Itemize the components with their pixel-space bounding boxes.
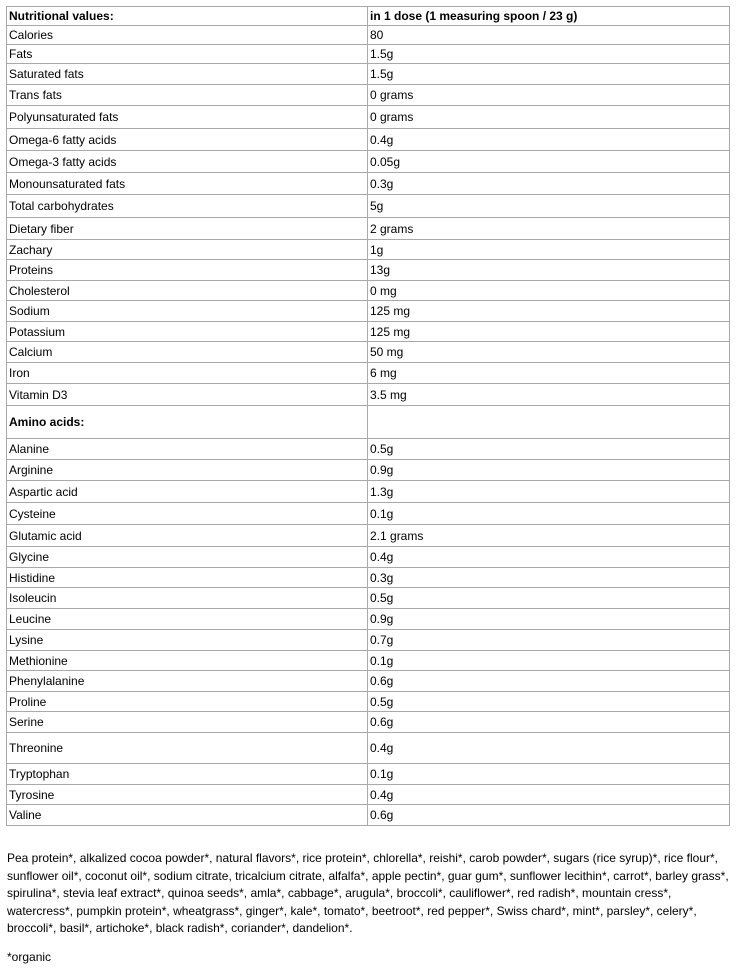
value-cell: 0.6g xyxy=(368,805,730,826)
table-header-row xyxy=(7,7,730,26)
label-cell: Aspartic acid xyxy=(7,481,368,503)
table-row xyxy=(7,568,730,588)
value-cell: 3.5 mg xyxy=(368,384,730,406)
label-cell: Iron xyxy=(7,363,368,384)
table-row xyxy=(7,218,730,240)
label-cell: Glycine xyxy=(7,547,368,568)
label-cell: Cholesterol xyxy=(7,281,368,301)
table-row xyxy=(7,630,730,651)
label-cell: Serine xyxy=(7,712,368,733)
label-cell: Glutamic acid xyxy=(7,525,368,547)
value-cell: 13g xyxy=(368,260,730,281)
label-cell: Calories xyxy=(7,26,368,45)
table-row xyxy=(7,805,730,826)
value-cell: 50 mg xyxy=(368,342,730,363)
label-cell: Trans fats xyxy=(7,85,368,106)
label-cell: Valine xyxy=(7,805,368,826)
label-cell: Omega-3 fatty acids xyxy=(7,151,368,173)
value-cell: 0.5g xyxy=(368,692,730,712)
nutrition-table xyxy=(6,6,730,826)
label-cell-amino-header: Amino acids: xyxy=(7,406,368,439)
value-cell-amino-header xyxy=(368,406,730,439)
label-cell: Vitamin D3 xyxy=(7,384,368,406)
value-cell: 0.1g xyxy=(368,764,730,785)
label-cell: Methionine xyxy=(7,651,368,671)
value-cell: 0.5g xyxy=(368,439,730,460)
table-row xyxy=(7,481,730,503)
value-cell: 5g xyxy=(368,195,730,218)
table-row xyxy=(7,651,730,671)
table-row xyxy=(7,342,730,363)
table-row xyxy=(7,281,730,301)
table-row xyxy=(7,439,730,460)
value-cell: 0 grams xyxy=(368,85,730,106)
nutrition-table-body xyxy=(7,7,730,826)
label-cell: Leucine xyxy=(7,609,368,630)
table-row xyxy=(7,45,730,64)
table-row xyxy=(7,503,730,525)
value-cell: 0.1g xyxy=(368,503,730,525)
label-cell: Zachary xyxy=(7,240,368,260)
label-cell: Polyunsaturated fats xyxy=(7,106,368,129)
value-cell: 2 grams xyxy=(368,218,730,240)
label-cell: Tryptophan xyxy=(7,764,368,785)
label-cell: Calcium xyxy=(7,342,368,363)
value-cell: 0.9g xyxy=(368,609,730,630)
value-cell-header: in 1 dose (1 measuring spoon / 23 g) xyxy=(368,7,730,26)
value-cell: 0.9g xyxy=(368,460,730,481)
label-cell: Saturated fats xyxy=(7,64,368,85)
value-cell: 1.3g xyxy=(368,481,730,503)
ingredients-text: Pea protein*, alkalized cocoa powder*, natural flavors*, rice protein*, chlorella*, reishi*, carob powder*, sugars (rice syrup)*, rice flour*, sunflower oil*, coconut oil*, sodium citrate, tricalcium citrate, alfalfa*, apple pectin*, guar gum*, sunflower lecithin*, carrot*, barley grass*, spirulina*, stevia leaf extract*, quinoa seeds*, amla*, cabbage*, arugula*, broccoli*, cauliflower*, red radish*, mountain cress*, watercress*, pumpkin protein*, wheatgrass*, ginger*, kale*, tomato*, beetroot*, red pepper*, Swiss chard*, mint*, parsley*, celery*, broccoli*, basil*, artichoke*, black radish*, coriander*, dandelion*. xyxy=(7,851,729,936)
label-cell: Threonine xyxy=(7,733,368,764)
label-cell: Phenylalanine xyxy=(7,671,368,692)
value-cell: 0.5g xyxy=(368,588,730,609)
label-cell: Monounsaturated fats xyxy=(7,173,368,195)
table-row xyxy=(7,733,730,764)
table-row xyxy=(7,609,730,630)
table-row xyxy=(7,26,730,45)
table-header-row xyxy=(7,406,730,439)
table-row xyxy=(7,129,730,151)
value-cell: 0 mg xyxy=(368,281,730,301)
table-row xyxy=(7,785,730,805)
value-cell: 0.4g xyxy=(368,547,730,568)
label-cell: Dietary fiber xyxy=(7,218,368,240)
value-cell: 2.1 grams xyxy=(368,525,730,547)
value-cell: 0.6g xyxy=(368,712,730,733)
value-cell: 0.4g xyxy=(368,733,730,764)
table-row xyxy=(7,525,730,547)
table-row xyxy=(7,692,730,712)
label-cell: Proline xyxy=(7,692,368,712)
table-row xyxy=(7,671,730,692)
label-cell: Potassium xyxy=(7,322,368,342)
table-row xyxy=(7,195,730,218)
value-cell: 0 grams xyxy=(368,106,730,129)
table-row xyxy=(7,764,730,785)
organic-footnote: *organic xyxy=(7,950,52,964)
table-row xyxy=(7,322,730,342)
value-cell: 1.5g xyxy=(368,64,730,85)
value-cell: 0.3g xyxy=(368,568,730,588)
table-row xyxy=(7,85,730,106)
table-row xyxy=(7,240,730,260)
value-cell: 125 mg xyxy=(368,322,730,342)
label-cell: Isoleucin xyxy=(7,588,368,609)
label-cell: Fats xyxy=(7,45,368,64)
value-cell: 0.3g xyxy=(368,173,730,195)
label-cell: Total carbohydrates xyxy=(7,195,368,218)
label-cell: Proteins xyxy=(7,260,368,281)
table-row xyxy=(7,588,730,609)
table-row xyxy=(7,460,730,481)
label-cell: Lysine xyxy=(7,630,368,651)
value-cell: 1.5g xyxy=(368,45,730,64)
value-cell: 0.4g xyxy=(368,785,730,805)
label-cell: Sodium xyxy=(7,301,368,322)
value-cell: 0.4g xyxy=(368,129,730,151)
value-cell: 0.05g xyxy=(368,151,730,173)
value-cell: 0.1g xyxy=(368,651,730,671)
label-cell: Omega-6 fatty acids xyxy=(7,129,368,151)
label-cell: Alanine xyxy=(7,439,368,460)
label-cell: Tyrosine xyxy=(7,785,368,805)
label-cell: Cysteine xyxy=(7,503,368,525)
value-cell: 1g xyxy=(368,240,730,260)
table-row xyxy=(7,547,730,568)
table-row xyxy=(7,384,730,406)
table-row xyxy=(7,260,730,281)
table-row xyxy=(7,173,730,195)
value-cell: 6 mg xyxy=(368,363,730,384)
label-cell: Histidine xyxy=(7,568,368,588)
table-row xyxy=(7,64,730,85)
value-cell: 0.7g xyxy=(368,630,730,651)
value-cell: 0.6g xyxy=(368,671,730,692)
value-cell: 125 mg xyxy=(368,301,730,322)
table-row xyxy=(7,363,730,384)
label-cell-header: Nutritional values: xyxy=(7,7,368,26)
table-row xyxy=(7,151,730,173)
label-cell: Arginine xyxy=(7,460,368,481)
table-row xyxy=(7,106,730,129)
table-row xyxy=(7,301,730,322)
table-row xyxy=(7,712,730,733)
value-cell: 80 xyxy=(368,26,730,45)
